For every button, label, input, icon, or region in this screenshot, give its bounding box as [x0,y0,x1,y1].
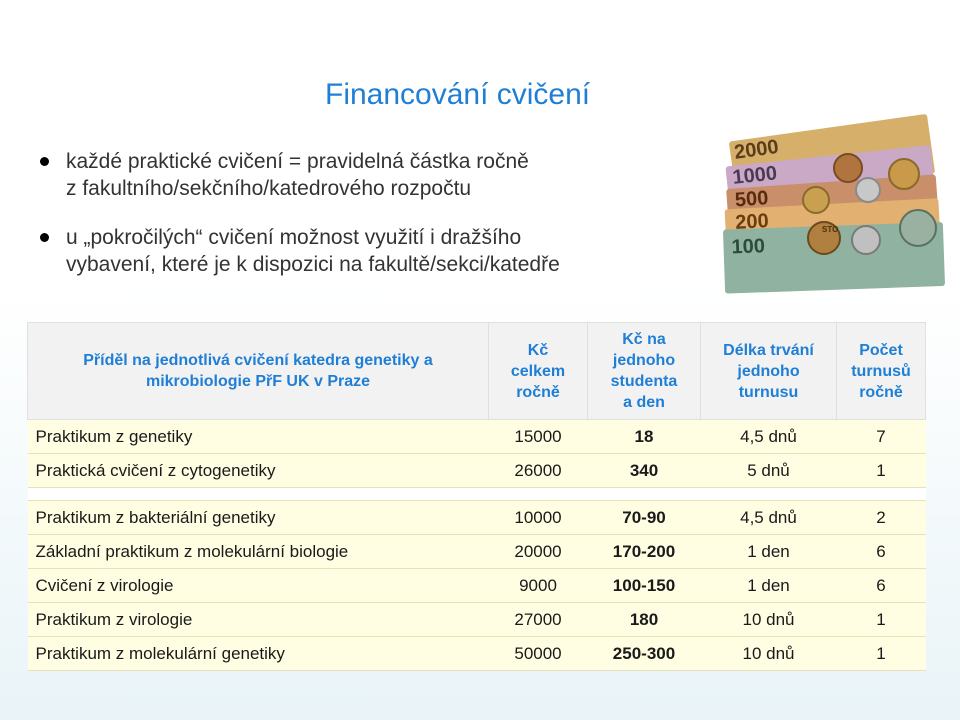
per-student-day: 18 [588,420,701,454]
page-title: Financování cvičení [325,78,591,111]
turns-per-year: 1 [837,637,926,671]
bullet-item [30,148,710,202]
bullet-item [30,224,710,278]
table-row [28,420,926,454]
total-per-year: 27000 [489,603,588,637]
coin-icon [889,159,919,189]
note-label: 100 [731,235,766,259]
per-student-day: 250-300 [588,637,701,671]
bullet-dot-icon [40,157,49,166]
table-spacer [28,488,926,501]
total-per-year: 9000 [489,569,588,603]
duration: 4,5 dnů [701,420,837,454]
turns-per-year: 7 [837,420,926,454]
turns-per-year: 1 [837,454,926,488]
course-name: Praktická cvičení z cytogenetiky [28,454,489,488]
bullet-list [30,148,710,300]
duration: 5 dnů [701,454,837,488]
header-line: Délka trvání [723,341,814,359]
table-row [28,535,926,569]
turns-per-year: 1 [837,603,926,637]
bullet-line: u „pokročilých“ cvičení možnost využití i dražšího [66,226,522,249]
note-label: 200 [734,210,770,234]
header-line: mikrobiologie PřF UK v Praze [145,373,371,390]
coin-icon [856,178,880,202]
header-per-student-day [588,323,701,420]
note-label: 1000 [731,162,779,189]
table-row [28,603,926,637]
per-student-day: 340 [588,454,701,488]
duration: 1 den [701,569,837,603]
course-name: Základní praktikum z molekulární biologie [28,535,489,569]
table-header-row [28,323,926,420]
table-row [28,637,926,671]
per-student-day: 100-150 [588,569,701,603]
header-line: Počet [859,341,903,359]
header-line: Kč [527,341,549,359]
total-per-year: 15000 [489,420,588,454]
coin-label: STO [822,225,839,234]
header-line: turnusu [738,383,799,401]
header-duration [701,323,837,420]
course-name: Praktikum z virologie [28,603,489,637]
course-name: Praktikum z bakteriální genetiky [28,501,489,535]
total-per-year: 26000 [489,454,588,488]
bullet-dot-icon [40,233,49,242]
header-line: jednoho [612,352,676,369]
header-line: turnusů [851,362,911,380]
per-student-day: 180 [588,603,701,637]
course-name: Praktikum z genetiky [28,420,489,454]
banknotes-coins-image [718,108,960,298]
bullet-line: každé praktické cvičení = pravidelná částka ročně [66,150,529,173]
header-line: ročně [859,383,903,401]
table-row [28,454,926,488]
header-line: Kč na [622,331,666,348]
course-name: Praktikum z molekulární genetiky [28,637,489,671]
bullet-line: z fakultního/sekčního/katedrového rozpočtu [66,177,472,200]
header-line: studenta [610,373,678,390]
duration: 4,5 dnů [701,501,837,535]
total-per-year: 20000 [489,535,588,569]
turns-per-year: 2 [837,501,926,535]
bullet-line: vybavení, které je k dispozici na fakultě/sekci/katedře [66,253,560,276]
turns-per-year: 6 [837,569,926,603]
header-allocation [28,323,489,420]
header-line: celkem [510,362,566,380]
funding-table [27,322,926,671]
note-label: 2000 [732,135,780,164]
header-turns-per-year [837,323,926,420]
per-student-day: 170-200 [588,535,701,569]
coin-icon [852,226,880,254]
duration: 10 dnů [701,637,837,671]
header-line: a den [623,394,665,411]
course-name: Cvičení z virologie [28,569,489,603]
table-row [28,569,926,603]
total-per-year: 10000 [489,501,588,535]
per-student-day: 70-90 [588,501,701,535]
coin-icon [834,154,862,182]
header-line: ročně [516,383,560,401]
header-total-per-year [489,323,588,420]
duration: 10 dnů [701,603,837,637]
note-label: 500 [734,187,770,212]
portrait-icon [900,210,936,246]
duration: 1 den [701,535,837,569]
total-per-year: 50000 [489,637,588,671]
header-line: jednoho [737,362,800,380]
coin-icon [803,187,829,213]
turns-per-year: 6 [837,535,926,569]
table-row [28,501,926,535]
header-line: Příděl na jednotlivá cvičení katedra genetiky a [83,352,433,369]
